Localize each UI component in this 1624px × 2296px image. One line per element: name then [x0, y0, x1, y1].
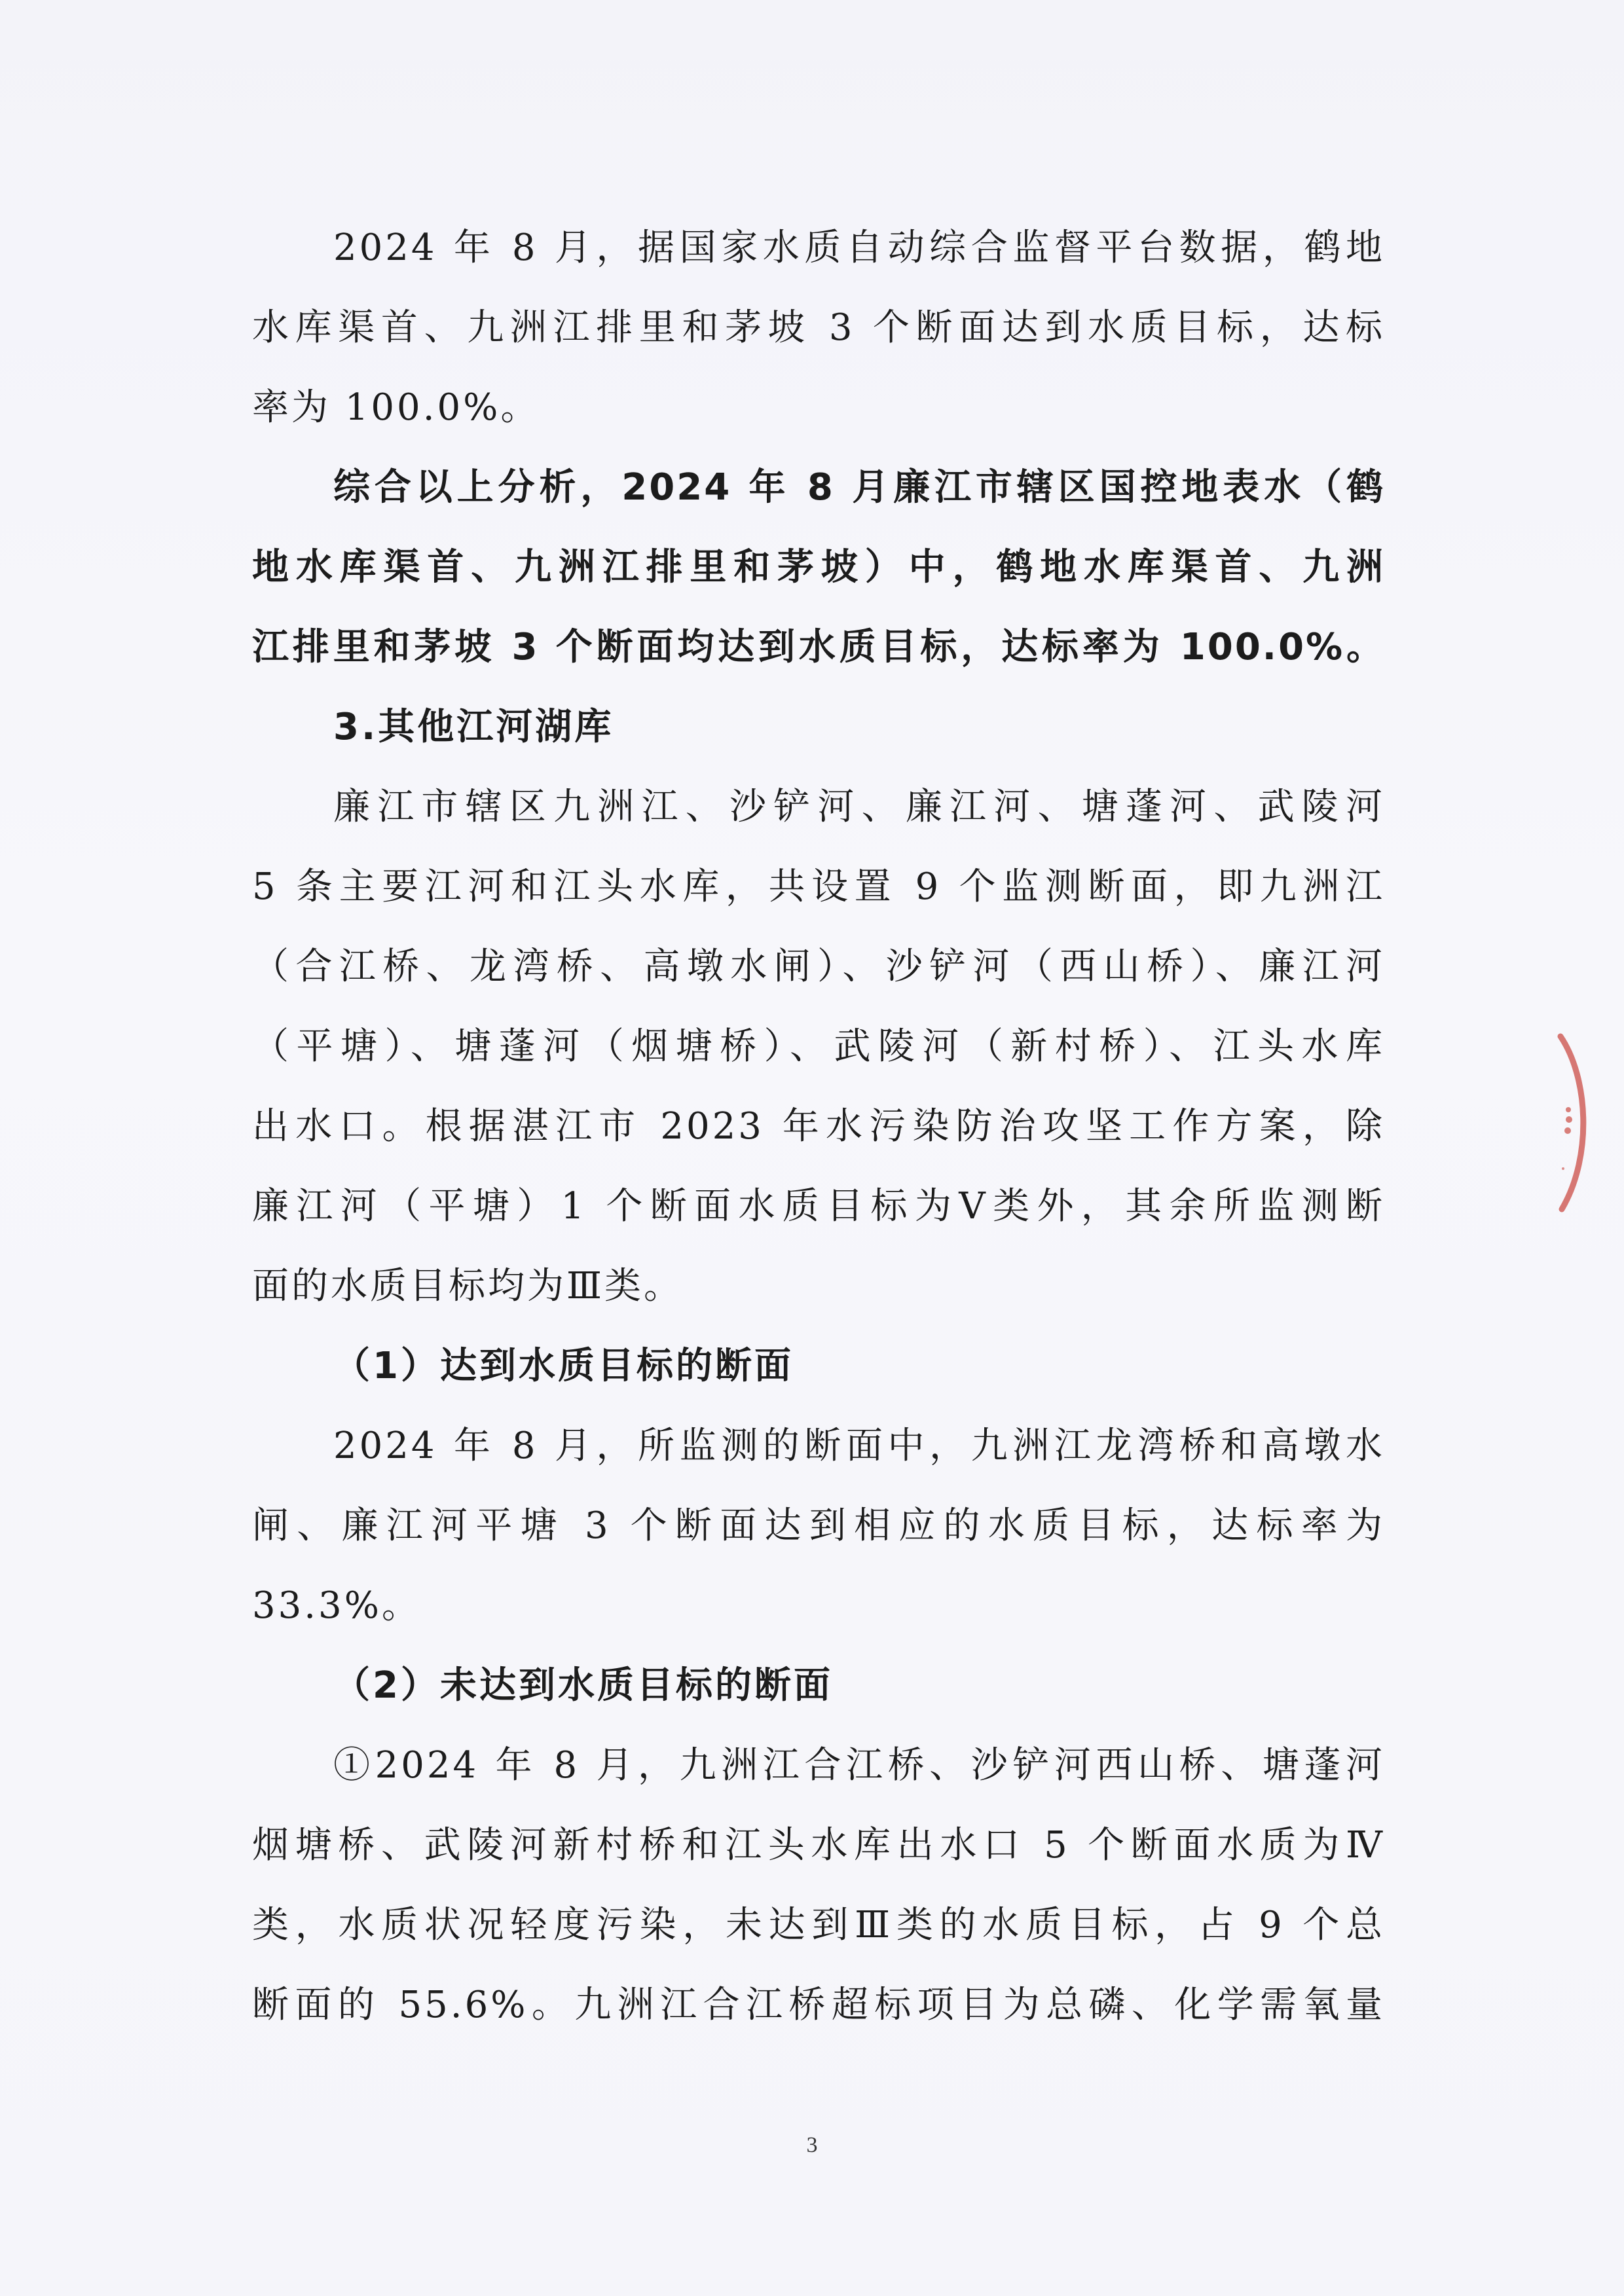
text-line: ①2024 年 8 月，九洲江合江桥、沙铲河西山桥、塘蓬河	[333, 1744, 1385, 1787]
page-number: 3	[806, 2133, 818, 2157]
text-line: 水库渠首、九洲江排里和茅坡 3 个断面达到水质目标，达标	[252, 306, 1385, 349]
heading-text: （1）达到水质目标的断面	[333, 1345, 794, 1387]
text-line: 率为 100.0%。	[252, 386, 540, 429]
text-line: 2024 年 8 月，所监测的断面中，九洲江龙湾桥和高墩水	[333, 1425, 1385, 1467]
document-body	[252, 208, 1385, 2045]
text-line: 出水口。根据湛江市 2023 年水污染防治攻坚工作方案，除	[252, 1105, 1385, 1148]
subheading-met-targets	[252, 1326, 1385, 1406]
text-line: 面的水质目标均为Ⅲ类。	[252, 1265, 684, 1307]
text-line: 闸、廉江河平塘 3 个断面达到相应的水质目标，达标率为	[252, 1504, 1385, 1547]
section-heading-other-rivers	[252, 687, 1385, 767]
text-line: 33.3%。	[252, 1584, 421, 1627]
text-line: 廉江市辖区九洲江、沙铲河、廉江河、塘蓬河、武陵河	[333, 786, 1385, 828]
text-line: 烟塘桥、武陵河新村桥和江头水库出水口 5 个断面水质为Ⅳ	[252, 1824, 1385, 1867]
text-line: 廉江河（平塘）1 个断面水质目标为Ⅴ类外，其余所监测断	[252, 1185, 1385, 1228]
text-line: 5 条主要江河和江头水库，共设置 9 个监测断面，即九洲江	[252, 866, 1385, 908]
red-seal-stamp-icon	[1555, 1031, 1601, 1214]
text-line: 类，水质状况轻度污染，未达到Ⅲ类的水质目标，占 9 个总	[252, 1904, 1385, 1946]
subheading-missed-targets	[252, 1646, 1385, 1726]
text-line: 2024 年 8 月，据国家水质自动综合监督平台数据，鹤地	[333, 227, 1385, 269]
text-line: 断面的 55.6%。九洲江合江桥超标项目为总磷、化学需氧量	[252, 1984, 1385, 2026]
text-line: （合江桥、龙湾桥、高墩水闸）、沙铲河（西山桥）、廉江河	[252, 945, 1385, 988]
text-line: 江排里和茅坡 3 个断面均达到水质目标，达标率为 100.0%。	[252, 626, 1385, 668]
text-line: 综合以上分析，2024 年 8 月廉江市辖区国控地表水（鹤	[333, 466, 1385, 509]
paragraph-summary-bold	[252, 448, 1385, 687]
paragraph-missed-targets	[252, 1726, 1385, 2045]
text-line: 地水库渠首、九洲江排里和茅坡）中，鹤地水库渠首、九洲	[252, 546, 1385, 589]
paragraph-monitoring-sections	[252, 767, 1385, 1326]
heading-text: 3.其他江河湖库	[333, 706, 614, 748]
text-line: （平塘）、塘蓬河（烟塘桥）、武陵河（新村桥）、江头水库	[252, 1025, 1385, 1068]
paragraph-national-platform-data	[252, 208, 1385, 448]
heading-text: （2）未达到水质目标的断面	[333, 1664, 833, 1707]
paragraph-met-targets	[252, 1406, 1385, 1646]
